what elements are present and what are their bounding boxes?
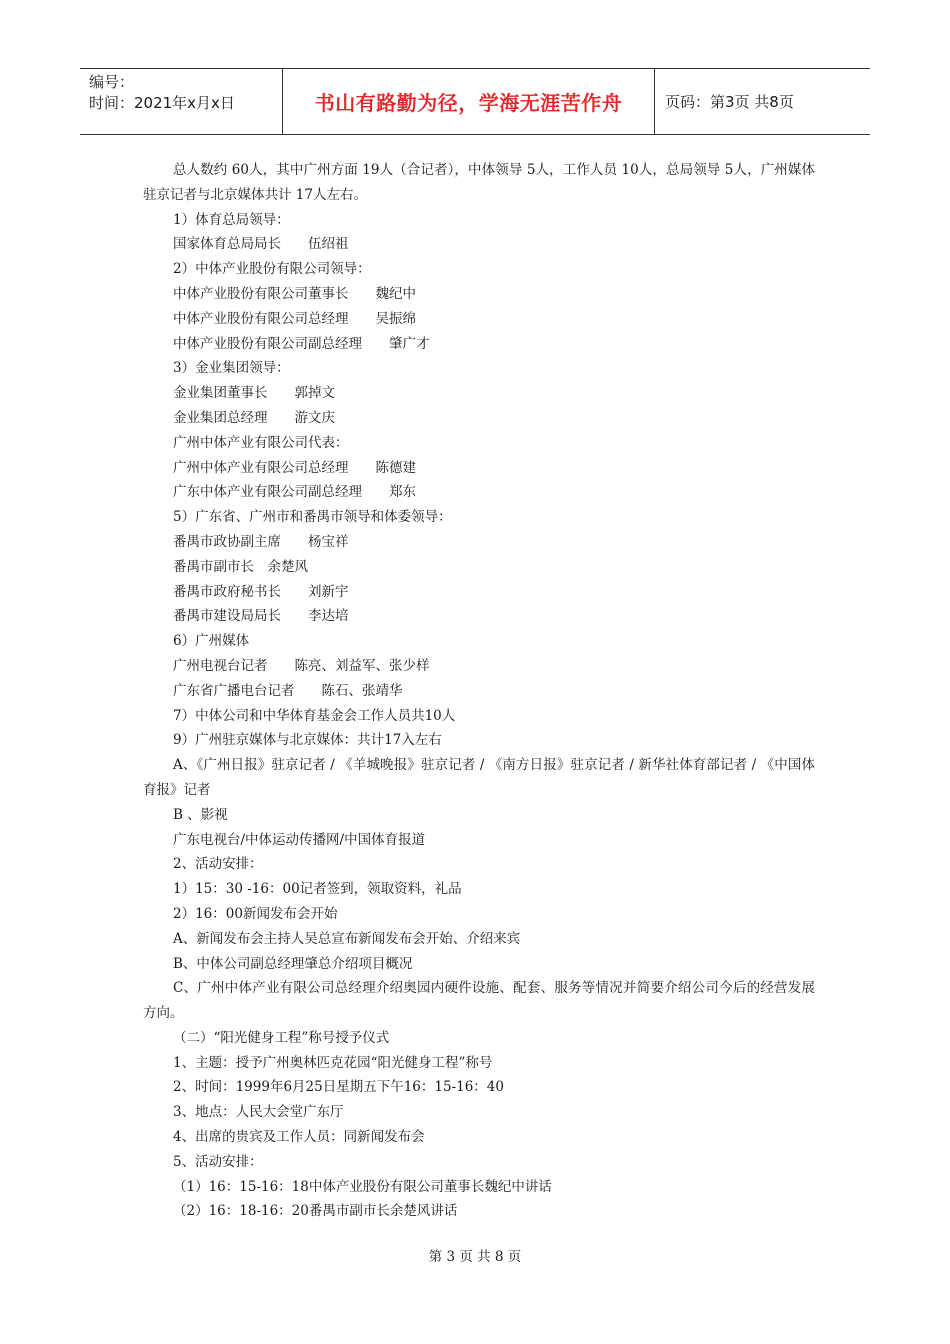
body-paragraph: A、《广州日报》驻京记者 / 《羊城晚报》驻京记者 / 《南方日报》驻京记者 / 新华社体育部记者 / 《中国体育报》记者 [143,757,815,798]
header-motto: 书山有路勤为径，学海无涯苦作舟 [314,91,623,115]
page-header [80,68,870,135]
body-paragraph: 9）广州驻京媒体与北京媒体：共计17入左右 [173,732,442,749]
body-paragraph: 1）体育总局领导： [173,211,290,228]
body-paragraph: 3、地点：人民大会堂广东厅 [173,1104,344,1121]
body-paragraph: 中体产业股份有限公司董事长 魏纪中 [173,285,416,302]
body-paragraph: 金业集团总经理 游文庆 [173,409,335,426]
body-paragraph: 广东省广播电台记者 陈石、张靖华 [173,682,403,699]
body-paragraph: B、中体公司副总经理肇总介绍项目概况 [173,955,413,972]
body-paragraph: （1）16：15-16：18中体产业股份有限公司董事长魏纪中讲话 [173,1178,552,1195]
body-paragraph: A、新闻发布会主持人吴总宣布新闻发布会开始、介绍来宾 [173,930,521,947]
header-motto-cell [283,69,655,134]
body-paragraph: 中体产业股份有限公司总经理 吴振绵 [173,310,416,327]
body-paragraph: 广州中体产业有限公司总经理 陈德建 [173,459,416,476]
body-paragraph: 7）中体公司和中华体育基金会工作人员共10人 [173,707,456,724]
document-number-label: 编号： [89,73,135,91]
header-page-cell [655,69,870,134]
body-paragraph: 番禺市政协副主席 杨宝祥 [173,533,349,550]
header-page-number: 页码：第3页 共8页 [665,93,794,111]
body-paragraph: 广东电视台/中体运动传播网/中国体育报道 [173,831,426,848]
document-body [143,158,815,1224]
page-footer: 第 3 页 共 8 页 [428,1249,522,1265]
body-paragraph: B 、影视 [173,806,228,823]
body-paragraph: 5）广东省、广州市和番禺市领导和体委领导： [173,509,452,526]
body-paragraph: C、广州中体产业有限公司总经理介绍奥园内硬件设施、配套、服务等情况并简要介绍公司今后的经营发展方向。 [143,980,815,1022]
body-paragraph: 国家体育总局局长 伍绍祖 [173,236,349,253]
body-paragraph: 1、主题：授予广州奥林匹克花园“阳光健身工程”称号 [173,1054,493,1071]
body-paragraph: 4、出席的贵宾及工作人员：同新闻发布会 [173,1129,425,1146]
body-paragraph: 5、活动安排： [173,1153,263,1170]
body-paragraph: 广州中体产业有限公司代表： [173,434,349,451]
body-paragraph: 6）广州媒体 [173,633,250,650]
body-paragraph: 广东中体产业有限公司副总经理 郑东 [173,484,416,501]
body-paragraph: 广州电视台记者 陈亮、刘益军、张少样 [173,657,430,674]
body-paragraph: 番禺市政府秘书长 刘新宇 [173,583,349,600]
body-paragraph: 3）金业集团领导： [173,360,290,377]
body-paragraph: 2、活动安排： [173,856,263,873]
body-paragraph: （2）16：18-16：20番禺市副市长余楚风讲话 [173,1203,458,1220]
body-paragraph: 总人数约 60人，其中广州方面 19人（合记者），中体领导 5人，工作人员 10人，总局领导 5人，广州媒体驻京记者与北京媒体共计 17人左右。 [143,162,815,203]
document-date-label: 时间：2021年x月x日 [89,94,235,112]
body-paragraph: 2、时间：1999年6月25日星期五下午16：15-16：40 [173,1079,504,1096]
body-paragraph: （二）“阳光健身工程”称号授予仪式 [173,1029,390,1046]
header-meta [80,69,283,134]
body-paragraph: 1）15：30 -16：00记者签到，领取资料，礼品 [173,881,462,898]
body-paragraph: 番禺市建设局局长 李达培 [173,608,349,625]
body-paragraph: 番禺市副市长 余楚风 [173,558,308,575]
body-paragraph: 金业集团董事长 郭掉文 [173,385,335,402]
body-paragraph: 2）16：00新闻发布会开始 [173,905,338,922]
body-paragraph: 中体产业股份有限公司副总经理 肇广才 [173,335,430,352]
body-paragraph: 2）中体产业股份有限公司领导： [173,261,371,278]
